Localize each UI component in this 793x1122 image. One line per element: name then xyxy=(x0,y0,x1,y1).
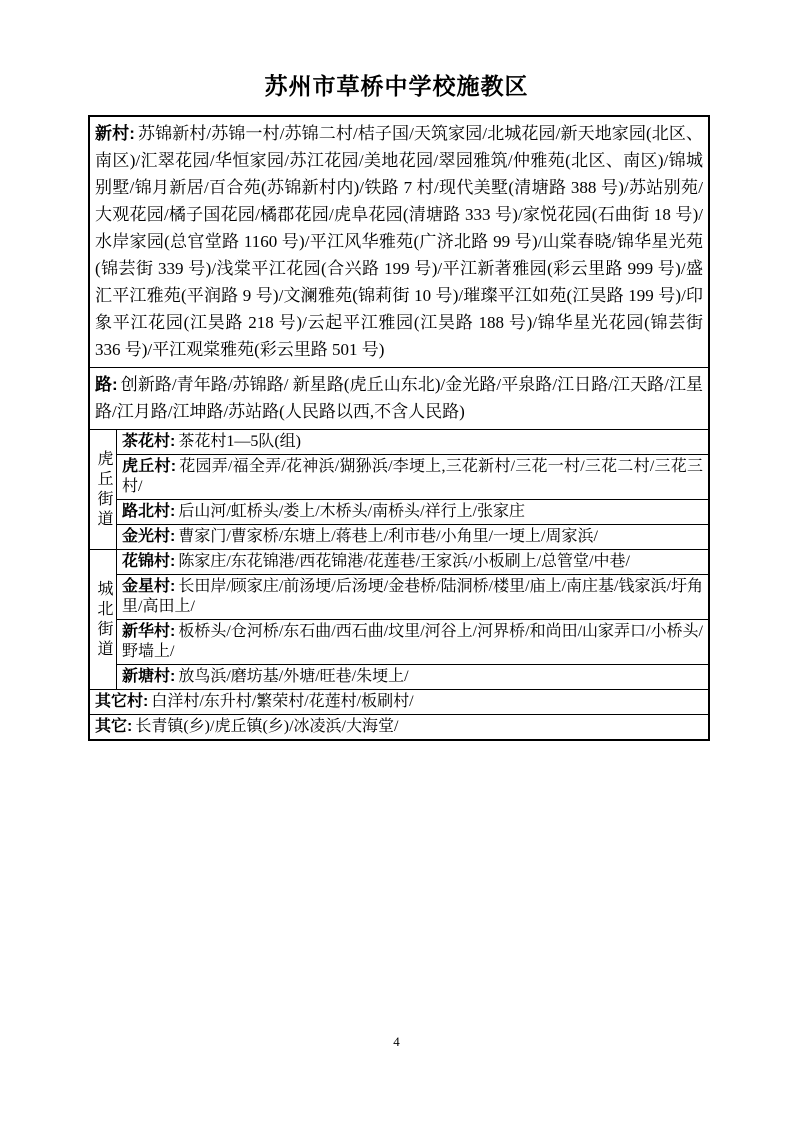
table-row-huqiucun xyxy=(117,455,708,500)
row-text-xincun: 苏锦新村/苏锦一村/苏锦二村/桔子国/天筑家园/北城花园/新天地家园(北区、南区)/汇翠花园/华恒家园/苏江花园/美地花园/翠园雅筑/仲雅苑(北区、南区)/锦城别墅/锦月新居/百合苑(苏锦新村内)/铁路 7 村/现代美墅(清塘路 388 号)/苏站别苑/大观花园/橘子国花园/橘郡花园/虎阜花园(清塘路 333 号)/家悦花园(石曲街 18 号)/水岸家园(总官堂路 1160 号)/平江风华雅苑(广济北路 99 号)/山棠春晓/锦华星光苑(锦芸街 339 号)/浅棠平江花园(合兴路 199 号)/平江新著雅园(彩云里路 999 号)/盛汇平江雅苑(平润路 9 号)/文澜雅苑(锦莉街 10 号)/璀璨平江如苑(江昊路 199 号)/印象平江花园(江昊路 218 号)/云起平江雅园(江昊路 188 号)/锦华星光花园(锦芸街 336 号)/平江观棠雅苑(彩云里路 501 号) xyxy=(95,124,704,359)
table-row-jinxingcun xyxy=(117,575,708,620)
document-title: 苏州市草桥中学校施教区 xyxy=(264,73,529,99)
table-row-lu xyxy=(90,368,708,430)
row-label-xinhuacun: 新华村: xyxy=(122,623,176,640)
street-group-chengbei xyxy=(90,550,708,690)
row-text-lubeicun: 后山河/虹桥头/娄上/木桥头/南桥头/祥行上/张家庄 xyxy=(178,503,526,520)
street-group-chengbei-rows xyxy=(117,550,708,689)
row-text-huqiucun: 花园弄/福全弄/花神浜/猢狲浜/李埂上,三花新村/三花一村/三花二村/三花三村/ xyxy=(122,458,703,495)
table-row-qitacun xyxy=(90,690,708,715)
street-cell-chengbei xyxy=(90,550,117,689)
row-text-jinguangcun: 曹家门/曹家桥/东塘上/蒋巷上/利市巷/小角里/一埂上/周家浜/ xyxy=(178,528,598,545)
row-label-qitacun: 其它村: xyxy=(95,693,149,710)
table-row-xinhuacun xyxy=(117,620,708,665)
row-label-xincun: 新村: xyxy=(95,124,135,143)
street-group-huqiu xyxy=(90,430,708,550)
row-text-huajincun: 陈家庄/东花锦港/西花锦港/花莲巷/王家浜/小板刷上/总管堂/中巷/ xyxy=(178,553,630,570)
street-label-chengbei: 城北街道 xyxy=(95,579,112,660)
row-label-huqiucun: 虎丘村: xyxy=(122,458,177,475)
table-row-xintangcun xyxy=(117,665,708,689)
row-text-lu: 创新路/青年路/苏锦路/ 新星路(虎丘山东北)/金光路/平泉路/江日路/江天路/江星路/江月路/江坤路/苏站路(人民路以西,不含人民路) xyxy=(95,375,703,421)
row-text-xintangcun: 放鸟浜/磨坊基/外塘/旺巷/朱埂上/ xyxy=(178,668,409,685)
row-label-huajincun: 花锦村: xyxy=(122,553,176,570)
page-number: 4 xyxy=(393,1034,400,1049)
row-label-lu: 路: xyxy=(95,375,118,394)
table-row-chahuacun xyxy=(117,430,708,455)
row-label-lubeicun: 路北村: xyxy=(122,503,176,520)
row-label-jinguangcun: 金光村: xyxy=(122,528,176,545)
street-cell-huqiu xyxy=(90,430,117,549)
table-row-qita xyxy=(90,715,708,739)
row-text-qitacun: 白洋村/东升村/繁荣村/花莲村/板刷村/ xyxy=(151,693,414,710)
table-row-xincun xyxy=(90,117,708,368)
street-group-huqiu-rows xyxy=(117,430,708,549)
row-text-xinhuacun: 板桥头/仓河桥/东石曲/西石曲/坟里/河谷上/河界桥/和尚田/山家弄口/小桥头/野墙上/ xyxy=(122,623,703,660)
table-row-lubeicun xyxy=(117,500,708,525)
row-label-chahuacun: 茶花村: xyxy=(122,433,176,450)
table-row-jinguangcun xyxy=(117,525,708,549)
row-label-qita: 其它: xyxy=(95,718,133,735)
street-label-huqiu: 虎丘街道 xyxy=(95,449,112,530)
row-text-jinxingcun: 长田岸/顾家庄/前汤埂/后汤埂/金巷桥/陆洞桥/楼里/庙上/南庄基/钱家浜/圩角里/高田上/ xyxy=(122,578,703,615)
row-label-xintangcun: 新塘村: xyxy=(122,668,176,685)
row-text-qita: 长青镇(乡)/虎丘镇(乡)/冰凌浜/大海堂/ xyxy=(135,718,399,735)
table-row-huajincun xyxy=(117,550,708,575)
district-table xyxy=(88,115,710,741)
row-label-jinxingcun: 金星村: xyxy=(122,578,176,595)
row-text-chahuacun: 茶花村1—5队(组) xyxy=(178,433,302,450)
